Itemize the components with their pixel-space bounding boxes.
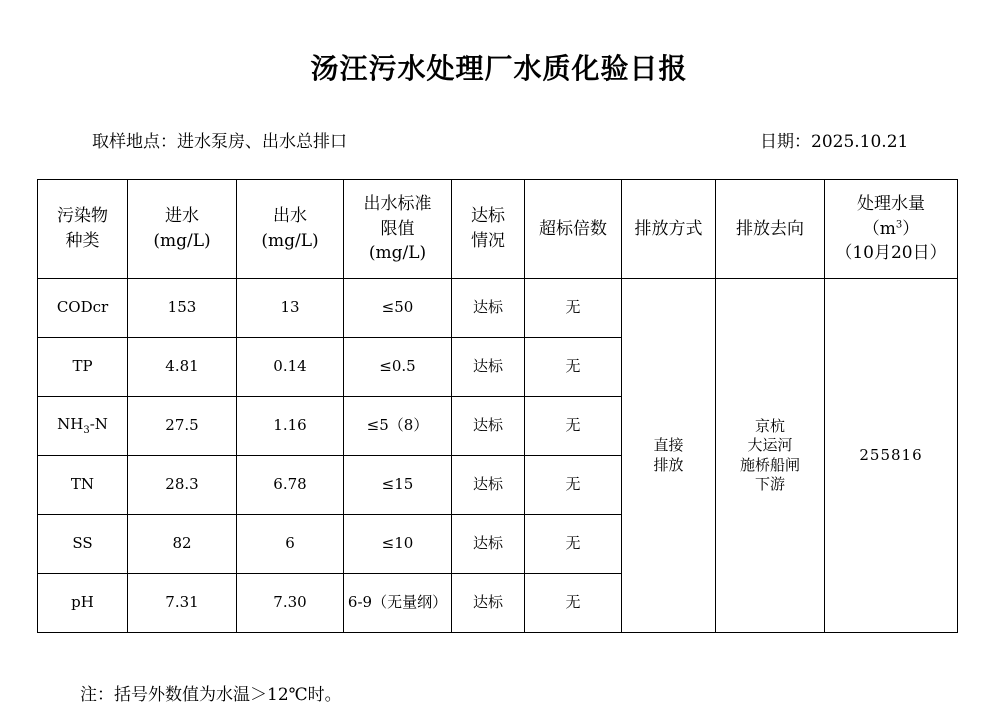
discharge-destination-line3: 施桥船闸 <box>739 455 800 474</box>
header-limit-line2: 限值 <box>380 218 415 239</box>
header-pollutant-line2: 种类 <box>65 231 100 251</box>
header-volume-line1: 处理水量 <box>857 194 925 215</box>
outflow-cell: 13 <box>237 279 344 338</box>
header-limit <box>344 180 452 279</box>
limit-cell: ≤50 <box>344 279 452 338</box>
exceed-cell: 无 <box>525 515 622 574</box>
exceed-cell: 无 <box>525 456 622 515</box>
pollutant-cell: CODcr <box>38 279 128 338</box>
limit-cell: 6-9（无量纲） <box>344 574 452 633</box>
discharge-method-line2: 排放 <box>653 455 684 474</box>
compliance-cell: 达标 <box>452 456 525 515</box>
compliance-cell: 达标 <box>452 397 525 456</box>
inflow-cell: 28.3 <box>128 456 237 515</box>
water-quality-table <box>37 179 958 633</box>
pollutant-main: NH <box>57 415 84 433</box>
header-inflow-line1: 进水 <box>165 206 199 227</box>
discharge-method-cell <box>622 279 716 633</box>
table-row <box>38 279 958 338</box>
pollutant-subscript: 3 <box>83 425 90 436</box>
header-volume-line2 <box>863 219 920 239</box>
pollutant-cell <box>38 397 128 456</box>
inflow-cell: 82 <box>128 515 237 574</box>
header-exceed: 超标倍数 <box>525 180 622 279</box>
header-volume-line2-sup: 3 <box>895 219 903 231</box>
discharge-method-line1: 直接 <box>653 436 684 454</box>
limit-cell: ≤0.5 <box>344 338 452 397</box>
header-volume-line2-suffix: ） <box>902 218 920 239</box>
header-volume-line3: （10月20日） <box>835 243 947 264</box>
compliance-cell: 达标 <box>452 279 525 338</box>
treated-volume-cell: 255816 <box>825 279 958 633</box>
limit-cell: ≤10 <box>344 515 452 574</box>
header-compliance-line1: 达标 <box>471 206 505 227</box>
header-outflow-line2: (mg/L) <box>261 231 319 251</box>
exceed-cell: 无 <box>525 279 622 338</box>
pollutant-cell: TN <box>38 456 128 515</box>
header-compliance-line2: 情况 <box>471 231 505 251</box>
limit-cell: ≤5（8） <box>344 397 452 456</box>
sampling-location: 取样地点：进水泵房、出水总排口 <box>92 132 347 152</box>
report-title: 汤汪污水处理厂水质化验日报 <box>310 52 688 85</box>
header-treated-volume <box>825 180 958 279</box>
compliance-cell: 达标 <box>452 515 525 574</box>
outflow-cell: 6 <box>237 515 344 574</box>
exceed-cell: 无 <box>525 338 622 397</box>
header-outflow-line1: 出水 <box>273 206 307 227</box>
pollutant-cell: pH <box>38 574 128 633</box>
discharge-destination-cell <box>716 279 825 633</box>
outflow-cell: 1.16 <box>237 397 344 456</box>
header-inflow-line2: (mg/L) <box>153 231 211 251</box>
footnote: 注：括号外数值为水温＞12℃时。 <box>80 685 342 705</box>
pollutant-cell: SS <box>38 515 128 574</box>
header-inflow <box>128 180 237 279</box>
exceed-cell: 无 <box>525 574 622 633</box>
limit-cell: ≤15 <box>344 456 452 515</box>
exceed-cell: 无 <box>525 397 622 456</box>
discharge-destination-line4: 下游 <box>754 475 785 493</box>
table-header-row <box>38 180 958 279</box>
outflow-cell: 7.30 <box>237 574 344 633</box>
header-outflow <box>237 180 344 279</box>
inflow-cell: 4.81 <box>128 338 237 397</box>
report-date: 日期：2025.10.21 <box>760 132 909 152</box>
discharge-destination-line1: 京杭 <box>754 416 785 435</box>
discharge-destination-line2: 大运河 <box>747 436 793 454</box>
header-limit-line3: (mg/L) <box>368 243 427 264</box>
outflow-cell: 6.78 <box>237 456 344 515</box>
header-volume-line2-prefix: （m <box>862 218 896 239</box>
header-pollutant-line1: 污染物 <box>57 206 108 227</box>
compliance-cell: 达标 <box>452 574 525 633</box>
pollutant-tail: -N <box>89 415 108 433</box>
inflow-cell: 7.31 <box>128 574 237 633</box>
header-limit-line1: 出水标准 <box>363 194 432 215</box>
header-pollutant <box>38 180 128 279</box>
inflow-cell: 153 <box>128 279 237 338</box>
header-compliance <box>452 180 525 279</box>
header-discharge-method: 排放方式 <box>622 180 716 279</box>
header-discharge-destination: 排放去向 <box>716 180 825 279</box>
compliance-cell: 达标 <box>452 338 525 397</box>
pollutant-cell: TP <box>38 338 128 397</box>
inflow-cell: 27.5 <box>128 397 237 456</box>
outflow-cell: 0.14 <box>237 338 344 397</box>
